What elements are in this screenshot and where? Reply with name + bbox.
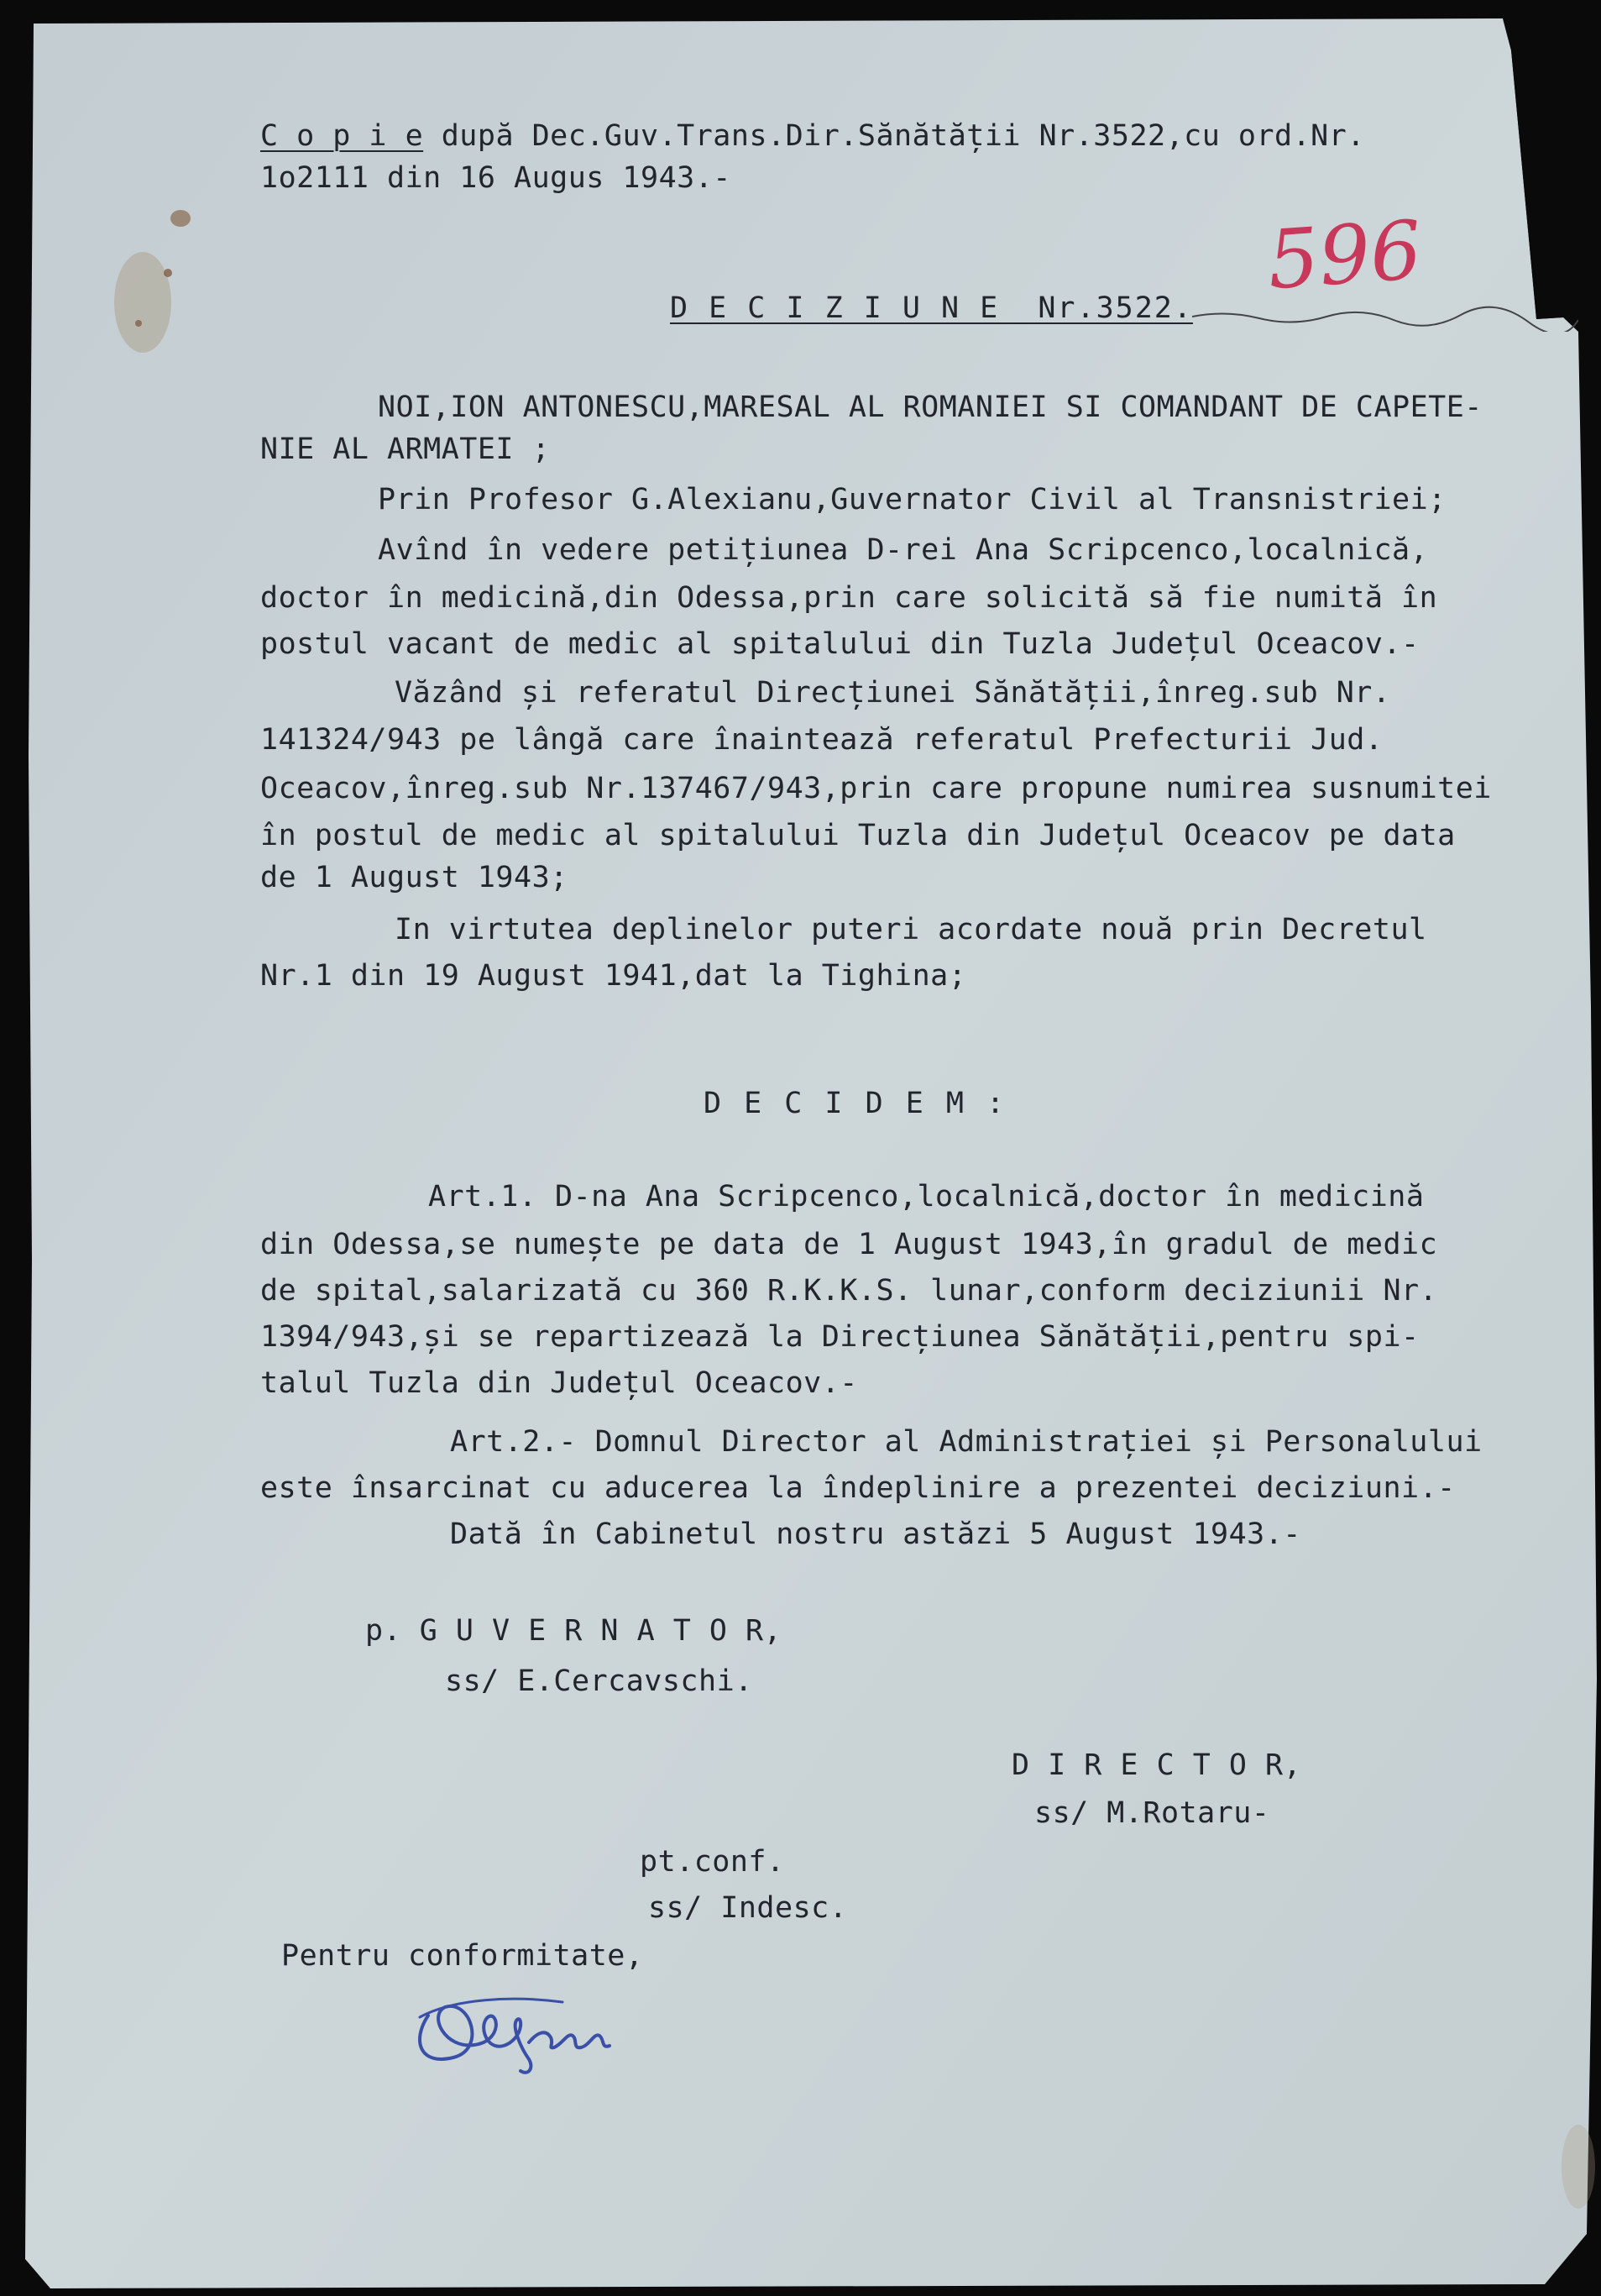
body-line-5: doctor în medicină,din Odessa,prin care solicită să fie numită în: [260, 581, 1438, 615]
article-line-3: de spital,salarizată cu 360 R.K.K.S. lunar,conform deciziunii Nr.: [260, 1274, 1438, 1308]
torn-edge-line: [1192, 298, 1578, 332]
body-line-3: Prin Profesor G.Alexianu,Guvernator Civil al Transnistriei;: [378, 483, 1447, 516]
copy-header-line-1: [260, 119, 1365, 153]
body-line-12: In virtutea deplinelor puteri acordate nouă prin Decretul: [395, 913, 1427, 946]
blue-ink-signature: [395, 1965, 646, 2091]
article-line-4: 1394/943,și se repartizează la Direcțiunea Sănătății,pentru spi-: [260, 1320, 1420, 1354]
decision-title: D E C I Z I U N E Nr.3522.: [670, 291, 1193, 325]
body-line-11: de 1 August 1943;: [260, 861, 568, 894]
body-line-8: 141324/943 pe lângă care înaintează referatul Prefecturii Jud.: [260, 723, 1384, 757]
article-line-2: din Odessa,se numește pe data de 1 August 1943,în gradul de medic: [260, 1228, 1438, 1261]
article-line-1: Art.1. D-na Ana Scripcenco,localnică,doctor în medicină: [428, 1180, 1425, 1214]
copy-word: C o p i e: [260, 119, 424, 153]
director-signatory: ss/ M.Rotaru-: [1034, 1796, 1270, 1830]
article-line-8: Dată în Cabinetul nostru astăzi 5 August 1943.-: [450, 1518, 1301, 1551]
decidem-heading: D E C I D E M :: [704, 1087, 1007, 1120]
body-line-2: NIE AL ARMATEI ;: [260, 432, 551, 466]
article-line-7: este însarcinat cu aducerea la îndeplinire a prezentei deciziuni.-: [260, 1471, 1456, 1505]
article-line-6: Art.2.- Domnul Director al Administrației și Personalului: [450, 1425, 1483, 1459]
body-line-13: Nr.1 din 19 August 1941,dat la Tighina;: [260, 959, 967, 993]
handwritten-page-number: 596: [1264, 202, 1425, 308]
body-line-1: NOI,ION ANTONESCU,MARESAL AL ROMANIEI SI COMANDANT DE CAPETE-: [378, 391, 1483, 424]
body-line-4: Avînd în vedere petițiunea D-rei Ana Scripcenco,localnică,: [378, 533, 1429, 567]
body-line-10: în postul de medic al spitalului Tuzla din Județul Oceacov pe data: [260, 819, 1456, 852]
copy-header-line-2: 1o2111 din 16 Augus 1943.-: [260, 161, 731, 195]
article-line-5: talul Tuzla din Județul Oceacov.-: [260, 1366, 858, 1400]
guvernator-signatory: ss/ E.Cercavschi.: [445, 1664, 753, 1698]
ptconf-label: pt.conf.: [640, 1845, 785, 1879]
copy-header-rest: după Dec.Guv.Trans.Dir.Sănătății Nr.3522,cu ord.Nr.: [423, 119, 1365, 153]
guvernator-title: p. G U V E R N A T O R,: [365, 1614, 782, 1648]
body-line-9: Oceacov,înreg.sub Nr.137467/943,prin care propune numirea susnumitei: [260, 772, 1492, 805]
conformity-label: Pentru conformitate,: [281, 1939, 644, 1973]
body-line-6: postul vacant de medic al spitalului din Tuzla Județul Oceacov.-: [260, 627, 1420, 661]
director-title: D I R E C T O R,: [1012, 1748, 1302, 1782]
body-line-7: Văzând și referatul Direcțiunei Sănătății,înreg.sub Nr.: [395, 676, 1391, 710]
ptconf-signatory: ss/ Indesc.: [648, 1891, 848, 1925]
